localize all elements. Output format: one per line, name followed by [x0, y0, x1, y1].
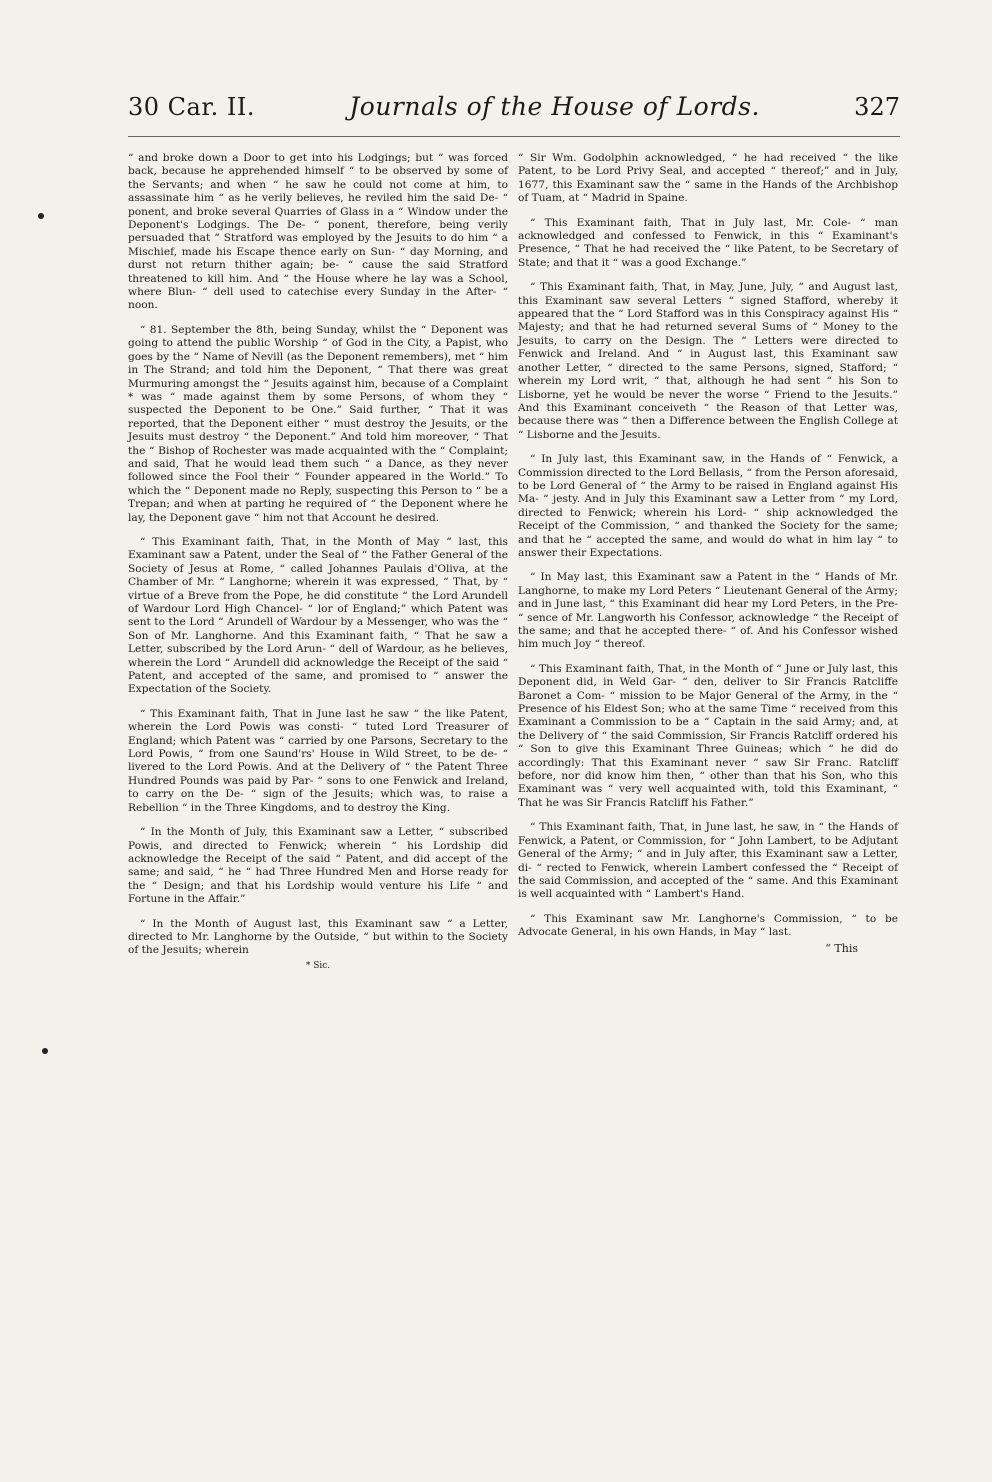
paragraph: “ This Examinant faith, That, in the Month of May “ last, this Examinant saw a Patent, under the Seal of “ the Father General of the Society of Jesus at Rome, “ called Johannes Paulais d'Oliva, at the Chamber of Mr. “ Langhorne; wherein it was expressed, “ That, by “ virtue of a Breve from the Pope, he did constitute “ the Lord Arundell of Wardour Lord High Chancel- “ lor of England;” which Patent was sent to the Lord “ Arundell of Wardour by a Messenger, who was the “ Son of Mr. Langhorne. And this Examinant faith, “ That he saw a Letter, subscribed by the Lord Arun- “ dell of Wardour, as he believes, wherein the Lord “ Arundell did acknowledge the Receipt of the said “ Patent, and accepted of the same, and promised to “ answer the Expectation of the Society.	[128, 535, 508, 696]
right-column	[518, 152, 898, 955]
paragraph: “ This Examinant faith, That, in the Month of “ June or July last, this Deponent did, in Weld Gar- “ den, deliver to Sir Francis Ratcliffe Baronet a Com- “ mission to be Major General of the Army, in the “ Presence of his Eldest Son; who at the same Time “ received from this Examinant a Commission to be a “ Captain in the said Army; and, at the Delivery of “ the said Commission, Sir Francis Ratcliff ordered his “ Son to give this Examinant Three Guineas; which “ he did do accordingly: That this Examinant never “ saw Sir Franc. Ratcliff before, nor did know him then, “ other than that his Son, who this Examinant was “ very well acquainted with, told this Examinant, “ That he was Sir Francis Ratcliff his Father.”	[518, 662, 898, 809]
catchword: “ This	[825, 941, 858, 955]
paragraph: “ In July last, this Examinant saw, in the Hands of “ Fenwick, a Commission directed to the Lord Bellasis, “ from the Person aforesaid, to be Lord General of “ the Army to be raised in England against His Ma- “ jesty. And in July this Examinant saw a Letter from “ my Lord, directed to Fenwick; wherein his Lord- “ ship acknowledged the Receipt of the Commission, “ and thanked the Society for the same; and that he “ accepted the same, and would do what in him lay “ to answer their Expectations.	[518, 453, 898, 559]
paragraph: “ This Examinant faith, That in June last he saw “ the like Patent, wherein the Lord Powis was consti- “ tuted Lord Treasurer of England; which Patent was “ carried by one Parsons, Secretary to the Lord Powis, “ from one Saund'rs' House in Wild Street, to be de- “ livered to the Lord Powis. And at the Delivery of “ the Patent Three Hundred Pounds was paid by Par- “ sons to one Fenwick and Ireland, to carry on the De- “ sign of the Jesuits; which was, to raise a Rebellion “ in the Three Kingdoms, and to destroy the King.	[128, 707, 508, 814]
page-number: 327	[854, 93, 900, 121]
page-header	[128, 92, 900, 132]
paragraph: “ In the Month of August last, this Examinant saw “ a Letter, directed to Mr. Langhorne by the Outside, “ but within to the Society of the Jesuits; wherein	[128, 917, 508, 957]
margin-dot	[38, 213, 44, 219]
paragraph: “ This Examinant faith, That, in May, June, July, “ and August last, this Examinant saw several Letters “ signed Stafford, whereby it appeared that the “ Lord Stafford was in this Conspiracy against His “ Majesty; and that he had returned several Sums of “ Money to the Jesuits, to carry on the Design. The “ Letters were directed to Fenwick and Ireland. And “ in August last, this Examinant saw another Letter, “ directed to the same Persons, signed, Stafford; “ wherein my Lord writ, “ that, although he had sent “ his Son to Lisborne, yet he would be never the worse “ Friend to the Jesuits.” And this Examinant conceiveth “ the Reason of that Letter was, because there was “ then a Difference between the English College at “ Lisborne and the Jesuits.	[518, 281, 898, 441]
running-title: Journals of the House of Lords.	[349, 92, 760, 121]
paragraph: “ This Examinant faith, That, in June last, he saw, in “ the Hands of Fenwick, a Patent, or Commission, for “ John Lambert, to be Adjutant General of the Army; “ and in July after, this Examinant saw a Letter, di- “ rected to Fenwick, wherein Lambert confessed the “ Receipt of the said Commission, and accepted of the “ same. And this Examinant is well acquainted with “ Lambert's Hand.	[518, 821, 898, 901]
header-rule	[128, 136, 900, 137]
margin-dot	[42, 1048, 48, 1054]
paragraph: “ In the Month of July, this Examinant saw a Letter, “ subscribed Powis, and directed to Fenwick; wherein “ his Lordship did acknowledge the Receipt of the said “ Patent, and did accept of the same; and said, “ he “ had Three Hundred Men and Horse ready for the “ Design; and that his Lordship would venture his Life “ and Fortune in the Affair.”	[128, 826, 508, 906]
paragraph: “ and broke down a Door to get into his Lodgings; but “ was forced back, because he apprehended himself “ to be observed by some of the Servants; and when “ he saw he could not come at him, to assassinate him “ as he verily believes, he reviled him the said De- “ ponent, and broke several Quarries of Glass in a “ Window under the Deponent's Lodgings. The De- “ ponent, therefore, being verily persuaded that “ Stratford was employed by the Jesuits to do him “ a Mischief, made his Escape thence early on Sun- “ day Morning, and durst not return thither again; be- “ cause the said Stratford threatened to kill him. And “ the House where he lay was a School, where Blun- “ dell used to catechise every Sunday in the After- “ noon.	[128, 152, 508, 312]
paragraph: “ 81. September the 8th, being Sunday, whilst the “ Deponent was going to attend the public Worship “ of God in the City, a Papist, who goes by the “ Name of Nevill (as the Deponent remembers), met “ him in The Strand; and told him the Deponent, “ That there was great Murmuring amongst the “ Jesuits against him, because of a Complaint * was “ made against them by some Persons, of whom they “ suspected the Deponent to be One.” Said further, “ That it was reported, that the Deponent either “ must destroy the Jesuits, or the Jesuits must destroy “ the Deponent.” And told him moreover, “ That the “ Bishop of Rochester was made acquainted with the “ Complaint; and said, That he would lead them such “ a Dance, as they never followed since the Fool their “ Founder appeared in the World.” To which the “ Deponent made no Reply, suspecting this Person to “ be a Trepan; and when at parting he required of “ the Deponent where he lay, the Deponent gave “ him not that Account he desired.	[128, 323, 508, 524]
paragraph: “ This Examinant saw Mr. Langhorne's Commission, “ to be Advocate General, in his own Hands, in May “ last.	[518, 912, 898, 939]
regnal-year: 30 Car. II.	[128, 93, 256, 121]
paragraph: “ Sir Wm. Godolphin acknowledged, “ he had received “ the like Patent, to be Lord Privy Seal, and accepted “ thereof;” and in July, 1677, this Examinant saw the “ same in the Hands of the Archbishop of Tuam, at “ Madrid in Spaine.	[518, 152, 898, 205]
left-column	[128, 152, 508, 973]
paragraph: “ In May last, this Examinant saw a Patent in the “ Hands of Mr. Langhorne, to make my Lord Peters “ Lieutenant General of the Army; and in June last, “ this Examinant did hear my Lord Peters, in the Pre- “ sence of Mr. Langworth his Confessor, acknowledge “ the Receipt of the same; and that he accepted there- “ of. And his Confessor wished him much Joy “ thereof.	[518, 571, 898, 651]
paragraph: “ This Examinant faith, That in July last, Mr. Cole- “ man acknowledged and confessed to Fenwick, in this “ Examinant's Presence, “ That he had received the “ like Patent, to be Secretary of State; and that it “ was a good Exchange.”	[518, 216, 898, 269]
footnote: * Sic.	[305, 960, 331, 971]
